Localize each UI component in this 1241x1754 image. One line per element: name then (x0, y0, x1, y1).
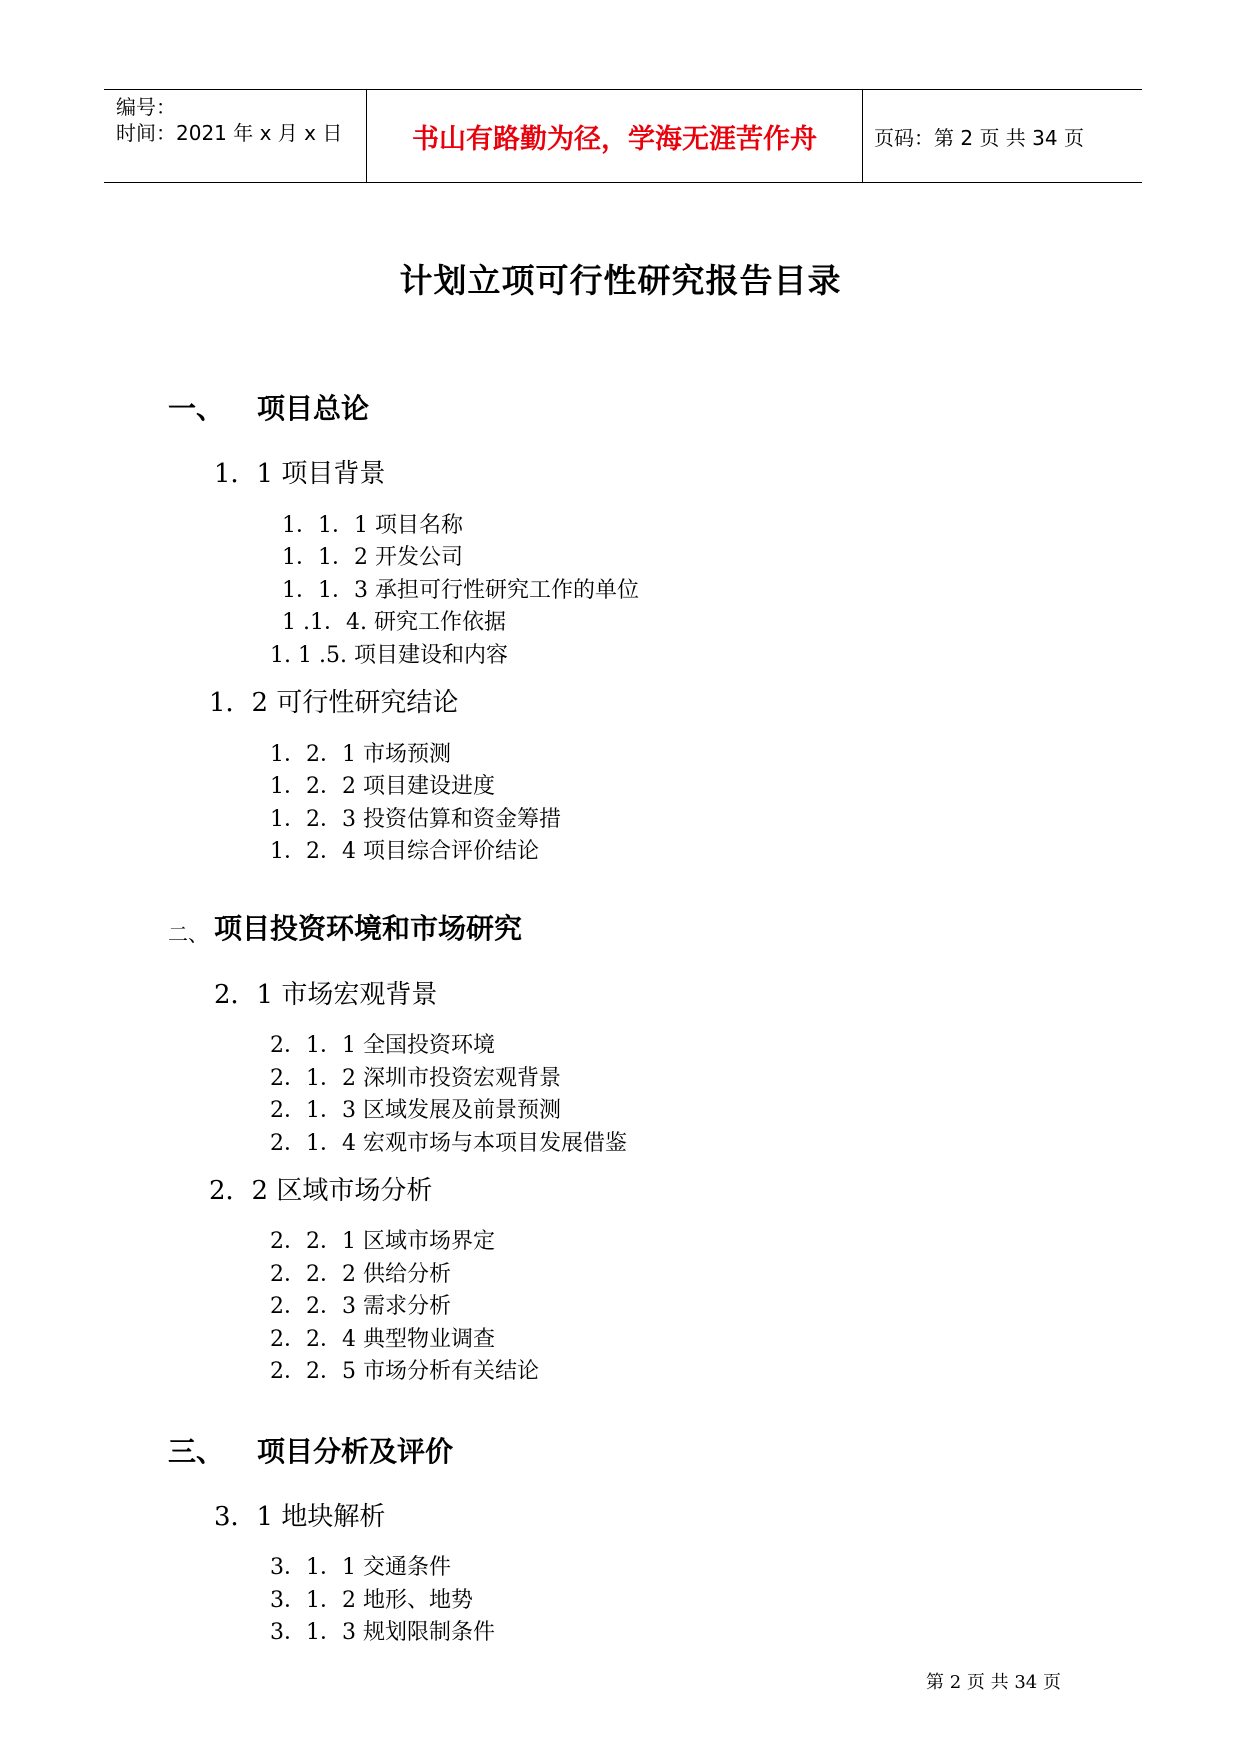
subsection-2-2-3: 2．2．3 需求分析 (270, 1294, 451, 1319)
subsection-2-1-4: 2．1．4 宏观市场与本项目发展借鉴 (270, 1131, 627, 1156)
subsection-2-2-2: 2．2．2 供给分析 (270, 1262, 451, 1287)
subsection-2-2-1: 2．2．1 区域市场界定 (270, 1229, 495, 1254)
page-footer: 第 2 页 共 34 页 (926, 1672, 1061, 1693)
header-meta-cell (104, 90, 367, 182)
chapter-2-number: 二、 (168, 922, 208, 946)
chapter-1-number: 一、 (168, 392, 225, 425)
subsection-2-2-4: 2．2．4 典型物业调查 (270, 1327, 495, 1352)
section-1-1: 1．1 项目背景 (214, 459, 386, 489)
chapter-3-number: 三、 (168, 1435, 225, 1468)
subsection-1-2-3: 1．2．3 投资估算和资金筹措 (270, 807, 561, 832)
subsection-3-1-1: 3．1．1 交通条件 (270, 1555, 451, 1580)
section-1-2: 1．2 可行性研究结论 (209, 688, 459, 718)
subsection-1-2-1: 1．2．1 市场预测 (270, 742, 451, 767)
page-header (104, 89, 1142, 183)
subsection-1-2-4: 1．2．4 项目综合评价结论 (270, 839, 539, 864)
subsection-1-1-4: 1 .1．4. 研究工作依据 (282, 610, 506, 635)
subsection-3-1-2: 3．1．2 地形、地势 (270, 1588, 473, 1613)
subsection-1-1-1: 1．1．1 项目名称 (282, 513, 463, 538)
subsection-2-1-2: 2．1．2 深圳市投资宏观背景 (270, 1066, 561, 1091)
chapter-2-title: 项目投资环境和市场研究 (214, 912, 523, 945)
subsection-1-1-2: 1．1．2 开发公司 (282, 545, 463, 570)
chapter-1-title: 项目总论 (257, 392, 370, 425)
document-title: 计划立项可行性研究报告目录 (399, 261, 842, 300)
subsection-1-1-3: 1．1．3 承担可行性研究工作的单位 (282, 578, 639, 603)
header-page-label: 页码：第 2 页 共 34 页 (874, 125, 1084, 150)
subsection-1-2-2: 1．2．2 项目建设进度 (270, 774, 495, 799)
section-3-1: 3．1 地块解析 (214, 1502, 386, 1532)
subsection-3-1-3: 3．1．3 规划限制条件 (270, 1620, 495, 1645)
document-number-label: 编号： (116, 95, 176, 119)
subsection-1-1-5: 1. 1 .5. 项目建设和内容 (270, 643, 508, 668)
chapter-3-title: 项目分析及评价 (257, 1435, 454, 1468)
section-2-1: 2．1 市场宏观背景 (214, 980, 438, 1010)
header-motto: 书山有路勤为径，学海无涯苦作舟 (367, 90, 863, 182)
document-time-label: 时间：2021 年 x 月 x 日 (116, 121, 343, 145)
subsection-2-1-3: 2．1．3 区域发展及前景预测 (270, 1098, 561, 1123)
section-2-2: 2．2 区域市场分析 (209, 1176, 433, 1206)
subsection-2-2-5: 2．2．5 市场分析有关结论 (270, 1359, 539, 1384)
subsection-2-1-1: 2．1．1 全国投资环境 (270, 1033, 495, 1058)
